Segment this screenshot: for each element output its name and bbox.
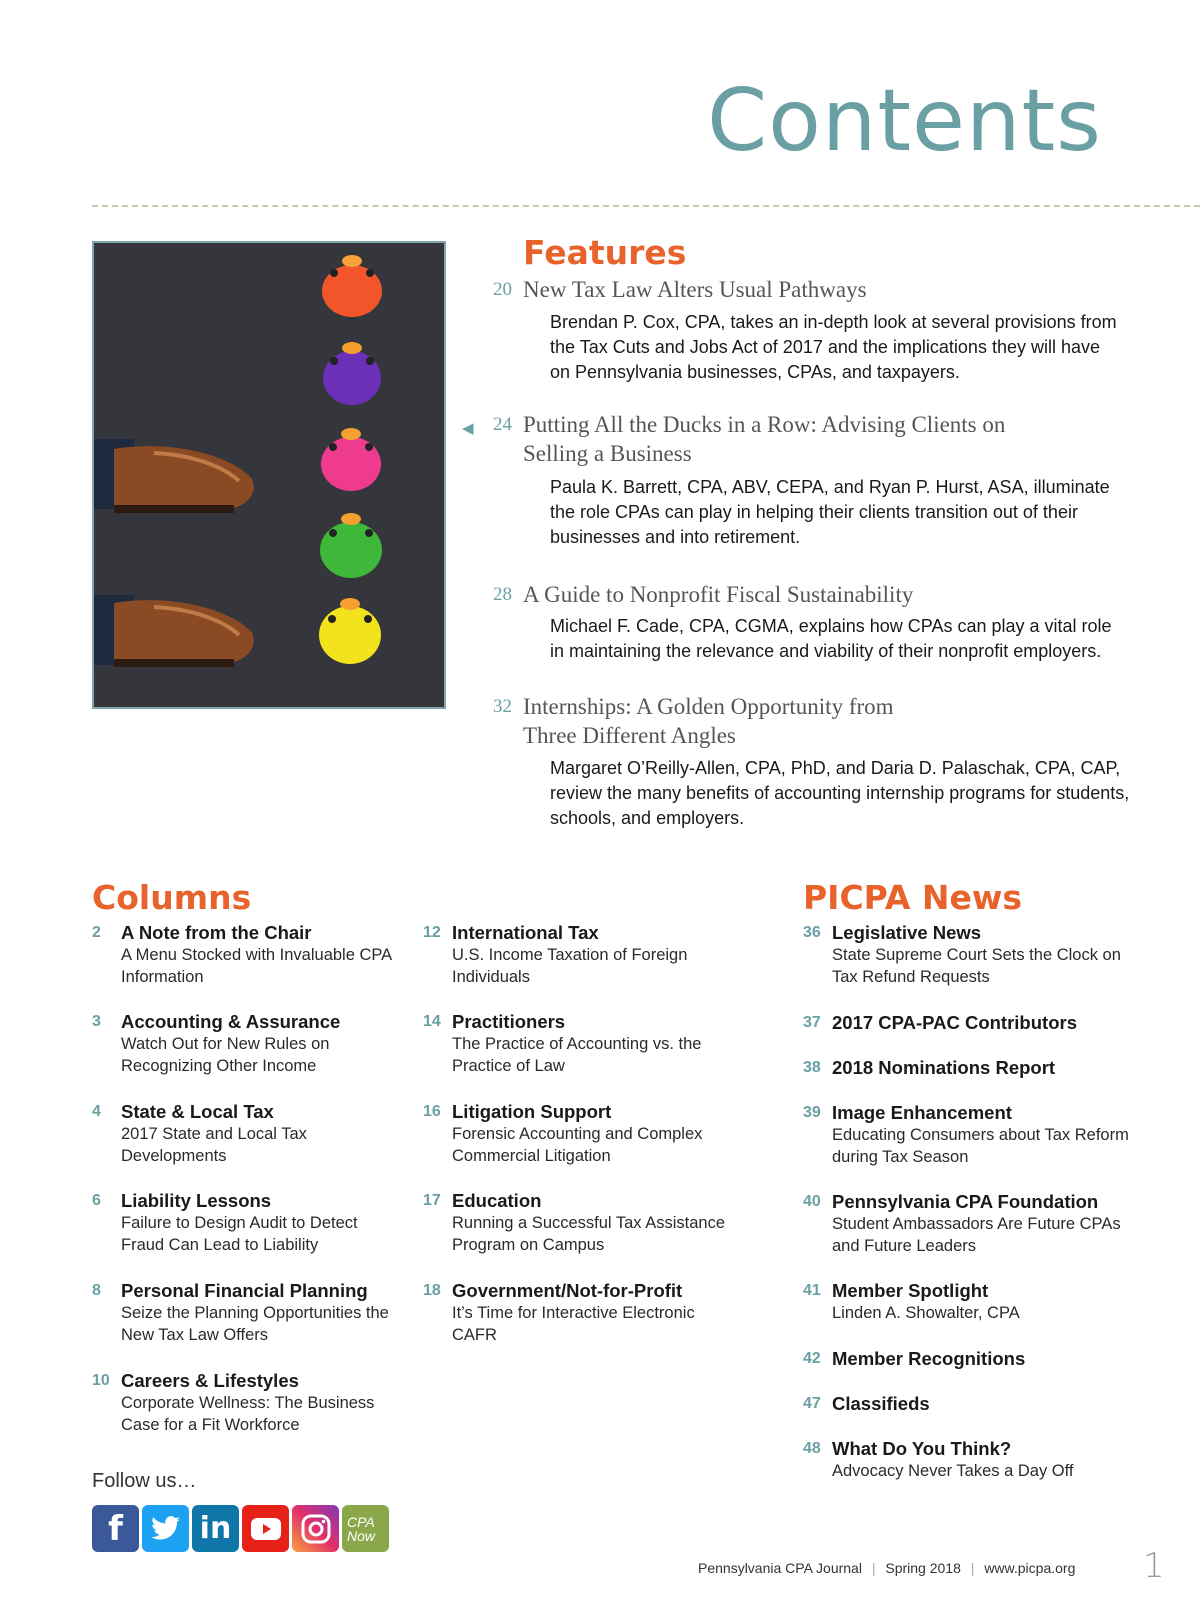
news-entry[interactable] [803, 1012, 1143, 1034]
page-footer [698, 1560, 1075, 1576]
facebook-icon[interactable]: f [92, 1505, 139, 1552]
dashed-divider [92, 205, 1200, 207]
entry-title[interactable]: Pennsylvania CPA Foundation [832, 1191, 1099, 1212]
news-entry[interactable] [803, 1280, 1143, 1324]
feature-page-number: 28 [493, 584, 512, 605]
feature-title[interactable]: New Tax Law Alters Usual Pathways [523, 277, 867, 302]
column-entry[interactable] [92, 1011, 402, 1077]
news-entry[interactable] [803, 1057, 1143, 1079]
column-entry[interactable] [423, 1190, 733, 1256]
entry-page-number: 39 [803, 1104, 821, 1121]
feature-page-number: 24 [493, 414, 512, 435]
feature-description: Brendan P. Cox, CPA, takes an in-depth look at several provisions from the Tax Cuts and Jobs Act of 2017 and the implications they will have on Pennsylvania businesses, CPAs, and taxpayers. [550, 312, 1117, 382]
entry-subtitle: Advocacy Never Takes a Day Off [832, 1462, 1074, 1480]
entry-subtitle: Linden A. Showalter, CPA [832, 1304, 1020, 1322]
feature-page-number: 20 [493, 279, 512, 300]
entry-page-number: 6 [92, 1192, 101, 1209]
entry-subtitle: Forensic Accounting and Complex Commercial Litigation [452, 1125, 703, 1165]
column-entry[interactable] [92, 1280, 402, 1346]
entry-page-number: 42 [803, 1350, 821, 1367]
entry-page-number: 2 [92, 924, 101, 941]
entry-title[interactable]: Education [452, 1190, 542, 1211]
feature-title[interactable]: A Guide to Nonprofit Fiscal Sustainability [523, 582, 914, 607]
twitter-icon[interactable] [142, 1505, 189, 1552]
entry-title[interactable]: Government/Not-for-Profit [452, 1280, 683, 1301]
entry-subtitle: Student Ambassadors Are Future CPAs and Future Leaders [832, 1215, 1121, 1255]
feature-description: Margaret O’Reilly-Allen, CPA, PhD, and Daria D. Palaschak, CPA, CAP, review the many benefits of accounting internship programs for students, schools, and employers. [550, 758, 1130, 828]
cpa-now-line1: CPA [347, 1513, 375, 1530]
cover-photo-ducks-and-shoes [92, 241, 446, 709]
entry-subtitle: A Menu Stocked with Invaluable CPA Information [121, 946, 392, 986]
entry-page-number: 36 [803, 924, 821, 941]
entry-title[interactable]: Classifieds [832, 1393, 930, 1414]
entry-title[interactable]: Litigation Support [452, 1101, 612, 1122]
features-heading: Features [523, 233, 687, 272]
news-entry[interactable] [803, 1102, 1143, 1168]
entry-title[interactable]: Member Recognitions [832, 1348, 1026, 1369]
youtube-icon[interactable] [242, 1505, 289, 1552]
entry-subtitle: Seize the Planning Opportunities the New Tax Law Offers [121, 1304, 389, 1344]
columns-heading: Columns [92, 878, 252, 917]
entry-subtitle: It’s Time for Interactive Electronic CAFR [452, 1304, 695, 1344]
entry-page-number: 47 [803, 1395, 821, 1412]
entry-page-number: 37 [803, 1014, 821, 1031]
column-entry[interactable] [423, 1101, 733, 1167]
entry-page-number: 3 [92, 1013, 101, 1030]
entry-title[interactable]: State & Local Tax [121, 1101, 274, 1122]
feature-description: Michael F. Cade, CPA, CGMA, explains how CPAs can play a vital role in maintaining the relevance and viability of their nonprofit employers. [550, 616, 1112, 661]
entry-title[interactable]: Image Enhancement [832, 1102, 1012, 1123]
feature-title[interactable]: Internships: A Golden Opportunity from Three Different Angles [523, 694, 894, 748]
left-arrow-icon: ◀ [462, 420, 474, 437]
cpa-now-line2: Now [347, 1527, 376, 1544]
entry-title[interactable]: 2018 Nominations Report [832, 1057, 1056, 1078]
entry-page-number: 4 [92, 1103, 101, 1120]
entry-subtitle: Corporate Wellness: The Business Case for a Fit Workforce [121, 1394, 375, 1434]
entry-subtitle: Educating Consumers about Tax Reform during Tax Season [832, 1126, 1129, 1166]
entry-page-number: 17 [423, 1192, 441, 1209]
news-entry[interactable] [803, 1191, 1148, 1257]
footer-website[interactable]: www.picpa.org [984, 1560, 1076, 1576]
column-entry[interactable] [423, 1280, 733, 1346]
entry-subtitle: Running a Successful Tax Assistance Program on Campus [452, 1214, 726, 1254]
entry-page-number: 18 [423, 1282, 441, 1299]
entry-title[interactable]: Practitioners [452, 1011, 566, 1032]
page-title: Contents [707, 71, 1102, 171]
entry-title[interactable]: Accounting & Assurance [121, 1011, 341, 1032]
entry-subtitle: The Practice of Accounting vs. the Practice of Law [452, 1035, 702, 1075]
entry-title[interactable]: 2017 CPA-PAC Contributors [832, 1012, 1077, 1033]
column-entry[interactable] [92, 1101, 402, 1167]
entry-page-number: 12 [423, 924, 441, 941]
entry-subtitle: Watch Out for New Rules on Recognizing Other Income [121, 1035, 330, 1075]
entry-title[interactable]: Careers & Lifestyles [121, 1370, 299, 1391]
entry-page-number: 38 [803, 1059, 821, 1076]
entry-subtitle: State Supreme Court Sets the Clock on Tax Refund Requests [832, 946, 1121, 986]
footer-journal: Pennsylvania CPA Journal [698, 1560, 862, 1576]
entry-subtitle: 2017 State and Local Tax Developments [121, 1125, 307, 1165]
entry-title[interactable]: International Tax [452, 922, 599, 943]
entry-page-number: 48 [803, 1440, 821, 1457]
entry-page-number: 40 [803, 1193, 821, 1210]
feature-title[interactable]: Putting All the Ducks in a Row: Advising Clients on Selling a Business [523, 412, 1006, 466]
footer-separator: | [871, 1560, 876, 1576]
page-number: 1 [1143, 1546, 1165, 1586]
entry-title[interactable]: A Note from the Chair [121, 922, 312, 943]
entry-title[interactable]: Member Spotlight [832, 1280, 989, 1301]
entry-page-number: 10 [92, 1372, 110, 1389]
entry-title[interactable]: What Do You Think? [832, 1438, 1012, 1459]
social-icons [92, 1505, 389, 1552]
news-entry[interactable] [803, 1393, 1143, 1415]
entry-subtitle: U.S. Income Taxation of Foreign Individuals [452, 946, 688, 986]
entry-title[interactable]: Legislative News [832, 922, 982, 943]
follow-us-label: Follow us… [92, 1470, 197, 1492]
column-entry[interactable] [92, 922, 402, 988]
cpa-now-icon[interactable] [342, 1505, 389, 1552]
column-entry[interactable] [92, 1370, 402, 1436]
news-entry[interactable] [803, 1438, 1143, 1482]
column-entry[interactable] [423, 1011, 733, 1077]
news-entry[interactable] [803, 922, 1143, 988]
linkedin-icon[interactable]: in [192, 1505, 239, 1552]
entry-subtitle: Failure to Design Audit to Detect Fraud Can Lead to Liability [121, 1214, 358, 1254]
entry-title[interactable]: Personal Financial Planning [121, 1280, 368, 1301]
news-entry[interactable] [803, 1348, 1143, 1370]
entry-page-number: 8 [92, 1282, 101, 1299]
feature-description: Paula K. Barrett, CPA, ABV, CEPA, and Ryan P. Hurst, ASA, illuminate the role CPAs can play in helping their clients transition out of their businesses and into retirement. [550, 477, 1110, 547]
column-entry[interactable] [92, 1190, 402, 1256]
entry-title[interactable]: Liability Lessons [121, 1190, 272, 1211]
instagram-icon[interactable] [292, 1505, 339, 1552]
picpa-news-heading: PICPA News [803, 878, 1022, 917]
entry-page-number: 14 [423, 1013, 441, 1030]
entry-page-number: 16 [423, 1103, 441, 1120]
feature-page-number: 32 [493, 696, 512, 717]
column-entry[interactable] [423, 922, 733, 988]
entry-page-number: 41 [803, 1282, 821, 1299]
footer-separator: | [970, 1560, 975, 1576]
footer-issue: Spring 2018 [885, 1560, 961, 1576]
